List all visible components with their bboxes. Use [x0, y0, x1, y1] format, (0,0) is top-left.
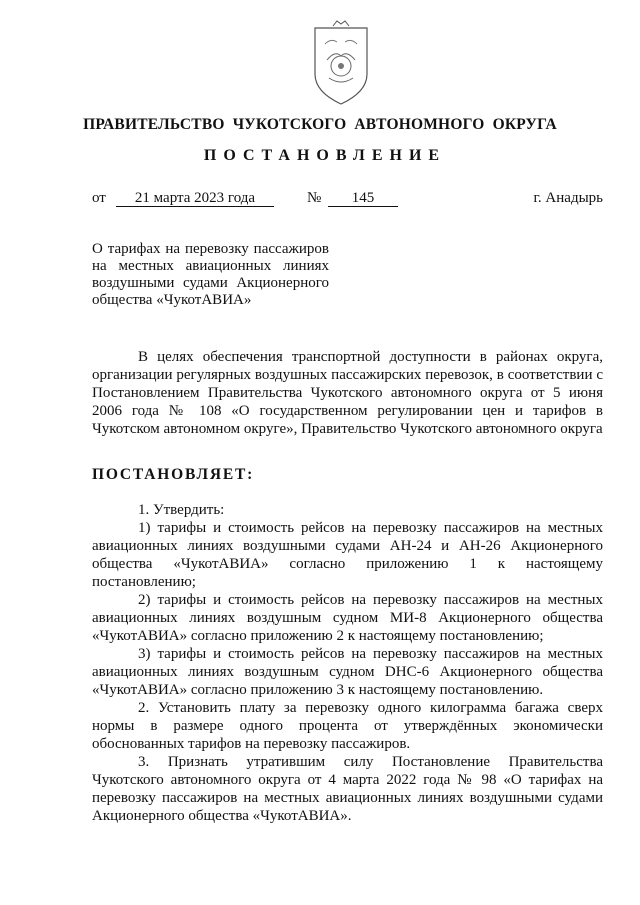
- item-1-3: 3) тарифы и стоимость рейсов на перевозку пассажиров на местных авиационных линиях воздушным судном DHC-6 Акционерного общества «ЧукотАВИА» согласно приложению 3 к настоящему постановлению.: [92, 646, 603, 698]
- item-1-1: 1) тарифы и стоимость рейсов на перевозку пассажиров на местных авиационных линиях воздушными судами АН-24 и АН-26 Акционерного общества «ЧукотАВИА» согласно приложению 1 к настоящему постановлению;: [92, 520, 603, 590]
- date-label: от: [92, 190, 106, 206]
- resolves-heading: ПОСТАНОВЛЯЕТ:: [92, 466, 255, 483]
- item-1: 1. Утвердить:: [138, 502, 225, 518]
- document-type-title: ПОСТАНОВЛЕНИЕ: [203, 147, 447, 164]
- item-1-2: 2) тарифы и стоимость рейсов на перевозку пассажиров на местных авиационных линиях воздушным судном МИ-8 Акционерного общества «ЧукотАВИА» согласно приложению 2 к настоящему постановлению;: [92, 592, 603, 644]
- city: г. Анадырь: [533, 190, 603, 206]
- preamble-paragraph: В целях обеспечения транспортной доступности в районах округа, организации регулярных воздушных пассажирских перевозок, в соответствии с Постановлением Правительства Чукотского автономного округа от 5 июня 2006 года № 108 «О государственном регулировании цен и тарифов в Чукотском автономном округе», Правительство Чукотского автономного округа: [92, 349, 603, 437]
- decree-subject: О тарифах на перевозку пассажиров на местных авиационных линиях воздушными судами Акционерного общества «ЧукотАВИА»: [92, 241, 329, 308]
- item-2: 2. Установить плату за перевозку одного килограмма багажа сверх нормы в размере одного процента от утверждённых экономически обоснованных тарифов на перевозку пассажиров.: [92, 700, 603, 752]
- decree-date: 21 марта 2023 года: [116, 190, 274, 207]
- decree-number: 145: [328, 190, 398, 207]
- decree-items: [92, 501, 603, 825]
- number-label: №: [307, 190, 322, 206]
- government-title: ПРАВИТЕЛЬСТВО ЧУКОТСКОГО АВТОНОМНОГО ОКРУГА: [83, 116, 557, 133]
- chukotka-coat-of-arms-icon: [311, 20, 371, 108]
- item-3: 3. Признать утратившим силу Постановление Правительства Чукотского автономного округа от 4 марта 2022 года № 98 «О тарифах на перевозку пассажиров на местных авиационных линиях воздушными судами Акционерного общества «ЧукотАВИА».: [92, 754, 603, 824]
